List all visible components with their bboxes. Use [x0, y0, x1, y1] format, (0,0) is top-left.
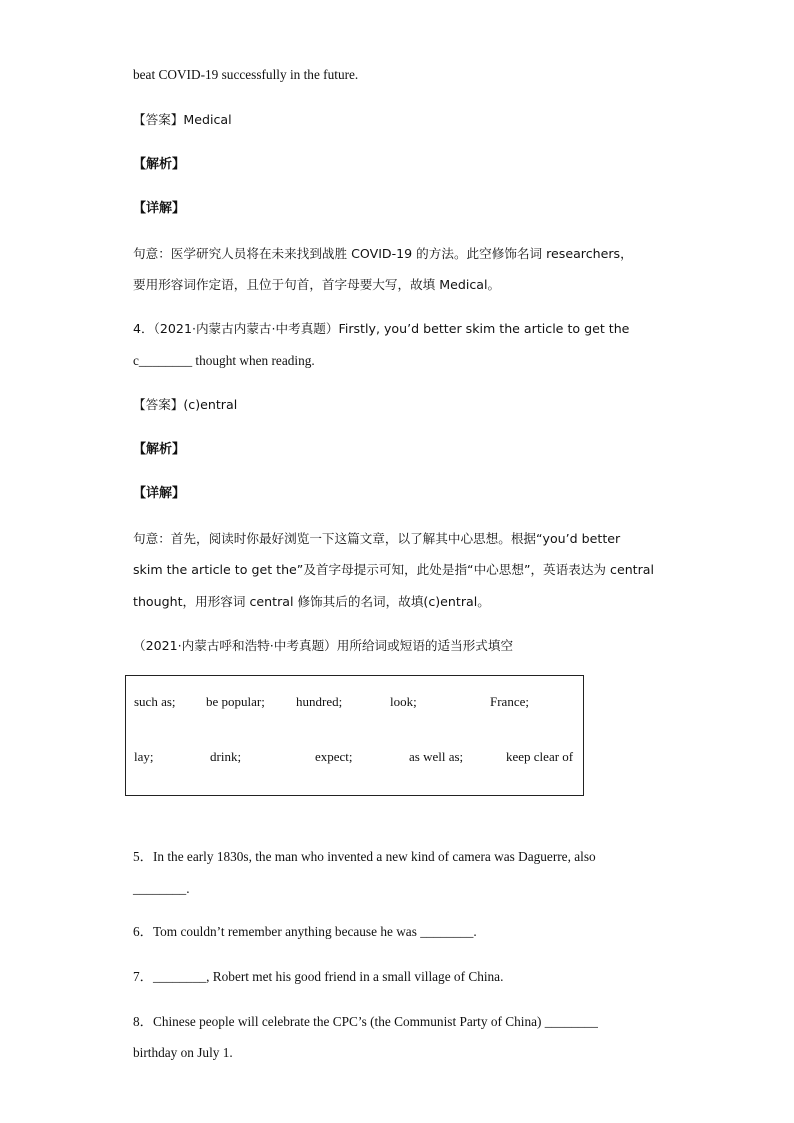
q3-tail-text: beat COVID-19 successfully in the future.: [133, 67, 359, 82]
q4-explanation-line-2: skim the article to get the”及首字母提示可知，此处是指“中心思想”，英语表达为 central: [133, 562, 655, 577]
word-bank-item: be popular;: [206, 694, 265, 709]
word-bank-item: hundred;: [296, 694, 343, 709]
word-bank-item: France;: [490, 694, 529, 709]
word-bank-box: [125, 675, 584, 796]
q8-question-line-1: 8．Chinese people will celebrate the CPC’s (the Communist Party of China) ________: [133, 1014, 598, 1029]
q7-question: 7．________, Robert met his good friend in a small village of China.: [133, 969, 504, 984]
word-bank-item: lay;: [134, 749, 154, 764]
section-heading: （2021·内蒙古呼和浩特·中考真题）用所给词或短语的适当形式填空: [133, 638, 514, 653]
q3-detail-heading: 【详解】: [133, 201, 186, 216]
word-bank-item: keep clear of: [506, 749, 574, 764]
q4-explanation-line-3: thought，用形容词 central 修饰其后的名词，故填(c)entral。: [133, 594, 490, 609]
word-bank-item: as well as;: [409, 749, 464, 764]
q4-question-line-1: 4．（2021·内蒙古内蒙古·中考真题）Firstly, you’d better skim the article to get the: [133, 321, 630, 336]
q4-answer: 【答案】(c)entral: [133, 397, 238, 412]
word-bank-item: look;: [390, 694, 417, 709]
q5-question-line-1: 5．In the early 1830s, the man who invented a new kind of camera was Daguerre, also: [133, 849, 596, 864]
q3-explanation-line-2: 要用形容词作定语，且位于句首，首字母要大写，故填 Medical。: [133, 277, 501, 292]
q8-question-line-2: birthday on July 1.: [133, 1045, 233, 1060]
q4-detail-heading: 【详解】: [133, 486, 186, 501]
q5-question-line-2: ________.: [133, 881, 190, 896]
q6-question: 6．Tom couldn’t remember anything because he was ________.: [133, 924, 477, 939]
q4-analysis-heading: 【解析】: [133, 442, 186, 457]
word-bank-item: drink;: [210, 749, 242, 764]
q4-explanation-line-1: 句意：首先，阅读时你最好浏览一下这篇文章，以了解其中心思想。根据“you’d better: [133, 531, 621, 546]
q4-question-line-2: c________ thought when reading.: [133, 353, 315, 368]
word-bank-item: expect;: [315, 749, 353, 764]
q3-analysis-heading: 【解析】: [133, 157, 186, 172]
q3-answer: 【答案】Medical: [133, 112, 232, 127]
word-bank-item: such as;: [134, 694, 176, 709]
q3-explanation-line-1: 句意：医学研究人员将在未来找到战胜 COVID-19 的方法。此空修饰名词 researchers，: [133, 246, 633, 261]
